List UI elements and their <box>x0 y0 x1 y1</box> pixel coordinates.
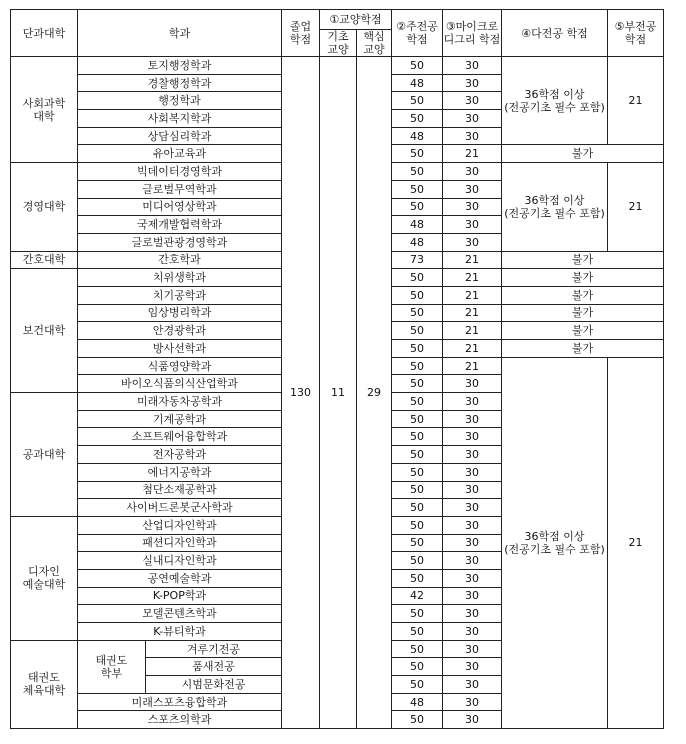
dept-cell: 바이오식품의식산업학과 <box>78 375 282 393</box>
dept-cell: 임상병리학과 <box>78 304 282 322</box>
micro-credit-cell: 30 <box>443 623 502 641</box>
dept-cell: 국제개발협력학과 <box>78 216 282 234</box>
dept-cell: 글로벌관광경영학과 <box>78 233 282 251</box>
major-credit-cell: 50 <box>392 481 443 499</box>
major-credit-cell: 50 <box>392 340 443 358</box>
micro-credit-cell: 30 <box>443 463 502 481</box>
major-credit-cell: 50 <box>392 711 443 729</box>
college-business: 경영대학 <box>11 163 78 251</box>
micro-credit-cell: 30 <box>443 127 502 145</box>
micro-credit-cell: 30 <box>443 640 502 658</box>
dept-cell: 치위생학과 <box>78 269 282 287</box>
not-allowed-cell: 불가 <box>502 145 664 163</box>
micro-credit-cell: 21 <box>443 304 502 322</box>
header-college: 단과대학 <box>11 10 78 57</box>
major-credit-cell: 48 <box>392 216 443 234</box>
major-credit-cell: 50 <box>392 516 443 534</box>
dept-cell: 미래스포츠융합학과 <box>78 693 282 711</box>
dept-cell: 식품영양학과 <box>78 357 282 375</box>
dept-cell: 글로벌무역학과 <box>78 180 282 198</box>
dept-cell: 치기공학과 <box>78 286 282 304</box>
micro-credit-cell: 21 <box>443 357 502 375</box>
micro-credit-cell: 30 <box>443 552 502 570</box>
not-allowed-cell: 불가 <box>502 322 664 340</box>
dept-cell: 사회복지학과 <box>78 110 282 128</box>
dept-cell: K-뷰티학과 <box>78 623 282 641</box>
micro-credit-cell: 30 <box>443 516 502 534</box>
micro-credit-cell: 21 <box>443 251 502 269</box>
not-allowed-cell: 불가 <box>502 304 664 322</box>
dept-cell: 소프트웨어융합학과 <box>78 428 282 446</box>
college-taekwondo-sports: 태권도 체육대학 <box>11 640 78 728</box>
major-credit-cell: 50 <box>392 180 443 198</box>
major-credit-cell: 50 <box>392 569 443 587</box>
major-credit-cell: 50 <box>392 357 443 375</box>
micro-credit-cell: 30 <box>443 711 502 729</box>
major-credit-cell: 50 <box>392 198 443 216</box>
micro-credit-cell: 30 <box>443 74 502 92</box>
major-credit-cell: 48 <box>392 693 443 711</box>
college-design-arts: 디자인 예술대학 <box>11 516 78 640</box>
micro-credit-cell: 30 <box>443 676 502 694</box>
major-credit-cell: 50 <box>392 269 443 287</box>
major-credit-cell: 50 <box>392 304 443 322</box>
minor-credit-cell: 21 <box>608 357 664 728</box>
major-credit-cell: 50 <box>392 658 443 676</box>
header-department: 학과 <box>78 10 282 57</box>
major-credit-cell: 73 <box>392 251 443 269</box>
micro-credit-cell: 21 <box>443 145 502 163</box>
minor-credit-cell: 21 <box>608 57 664 145</box>
college-health: 보건대학 <box>11 269 78 393</box>
micro-credit-cell: 30 <box>443 92 502 110</box>
micro-credit-cell: 30 <box>443 110 502 128</box>
not-allowed-cell: 불가 <box>502 340 664 358</box>
micro-credit-cell: 21 <box>443 322 502 340</box>
micro-credit-cell: 30 <box>443 393 502 411</box>
micro-credit-cell: 30 <box>443 375 502 393</box>
dept-cell: 에너지공학과 <box>78 463 282 481</box>
major-credit-cell: 42 <box>392 587 443 605</box>
header-liberal-basic: 기초 교양 <box>320 30 357 57</box>
micro-credit-cell: 30 <box>443 180 502 198</box>
micro-credit-cell: 30 <box>443 163 502 181</box>
major-credit-cell: 50 <box>392 640 443 658</box>
dept-cell: 토지행정학과 <box>78 57 282 75</box>
dept-cell: 첨단소재공학과 <box>78 481 282 499</box>
table-row <box>11 57 664 75</box>
major-credit-cell: 50 <box>392 605 443 623</box>
micro-credit-cell: 21 <box>443 286 502 304</box>
major-credit-cell: 50 <box>392 110 443 128</box>
double-major-rule: 36학점 이상 (전공기초 필수 포함) <box>502 57 608 145</box>
dept-cell: 행정학과 <box>78 92 282 110</box>
dept-cell: 미래자동차공학과 <box>78 393 282 411</box>
not-allowed-cell: 불가 <box>502 286 664 304</box>
double-major-rule: 36학점 이상 (전공기초 필수 포함) <box>502 163 608 251</box>
major-credit-cell: 48 <box>392 74 443 92</box>
header-liberal-core: 핵심 교양 <box>357 30 392 57</box>
table-body <box>11 57 664 729</box>
dept-cell: 전자공학과 <box>78 446 282 464</box>
dept-cell: 유아교육과 <box>78 145 282 163</box>
major-credit-cell: 50 <box>392 623 443 641</box>
major-credit-cell: 50 <box>392 286 443 304</box>
major-credit-cell: 50 <box>392 393 443 411</box>
dept-cell: 미디어영상학과 <box>78 198 282 216</box>
major-credit-cell: 50 <box>392 446 443 464</box>
micro-credit-cell: 30 <box>443 410 502 428</box>
not-allowed-cell: 불가 <box>502 251 664 269</box>
college-nursing: 간호대학 <box>11 251 78 269</box>
major-credit-cell: 50 <box>392 463 443 481</box>
micro-credit-cell: 30 <box>443 534 502 552</box>
grad-credits-value: 130 <box>282 57 320 729</box>
dept-cell: K-POP학과 <box>78 587 282 605</box>
dept-cell: 기계공학과 <box>78 410 282 428</box>
major-credit-cell: 50 <box>392 410 443 428</box>
header-minor-credits: ⑤부전공 학점 <box>608 10 664 57</box>
dept-cell: 간호학과 <box>78 251 282 269</box>
micro-credit-cell: 30 <box>443 693 502 711</box>
dept-cell: 패션디자인학과 <box>78 534 282 552</box>
major-credit-cell: 48 <box>392 127 443 145</box>
major-credit-cell: 50 <box>392 322 443 340</box>
dept-cell: 모델콘텐츠학과 <box>78 605 282 623</box>
micro-credit-cell: 30 <box>443 569 502 587</box>
major-credit-cell: 50 <box>392 499 443 517</box>
credit-requirements-table <box>10 9 664 729</box>
dept-cell: 상담심리학과 <box>78 127 282 145</box>
micro-credit-cell: 30 <box>443 481 502 499</box>
dept-cell: 스포츠의학과 <box>78 711 282 729</box>
minor-credit-cell: 21 <box>608 163 664 251</box>
major-credit-cell: 50 <box>392 145 443 163</box>
dept-cell: 공연예술학과 <box>78 569 282 587</box>
header-liberal-arts: ①교양학점 <box>320 10 392 30</box>
dept-cell: 방사선학과 <box>78 340 282 358</box>
college-social-science: 사회과학 대학 <box>11 57 78 163</box>
major-credit-cell: 50 <box>392 375 443 393</box>
taekwondo-division: 태권도 학부 <box>78 640 146 693</box>
micro-credit-cell: 30 <box>443 587 502 605</box>
college-engineering: 공과대학 <box>11 393 78 517</box>
major-credit-cell: 50 <box>392 163 443 181</box>
dept-cell: 빅데이터경영학과 <box>78 163 282 181</box>
micro-credit-cell: 30 <box>443 216 502 234</box>
major-credit-cell: 50 <box>392 57 443 75</box>
dept-cell: 겨루기전공 <box>146 640 282 658</box>
header-grad-credits: 졸업 학점 <box>282 10 320 57</box>
not-allowed-cell: 불가 <box>502 269 664 287</box>
dept-cell: 시범문화전공 <box>146 676 282 694</box>
dept-cell: 사이버드론봇군사학과 <box>78 499 282 517</box>
double-major-rule: 36학점 이상 (전공기초 필수 포함) <box>502 357 608 728</box>
dept-cell: 안경광학과 <box>78 322 282 340</box>
header-microdegree-credits: ③마이크로 디그리 학점 <box>443 10 502 57</box>
liberal-basic-value: 11 <box>320 57 357 729</box>
liberal-core-value: 29 <box>357 57 392 729</box>
major-credit-cell: 50 <box>392 428 443 446</box>
micro-credit-cell: 21 <box>443 269 502 287</box>
major-credit-cell: 48 <box>392 233 443 251</box>
dept-cell: 품새전공 <box>146 658 282 676</box>
micro-credit-cell: 30 <box>443 428 502 446</box>
micro-credit-cell: 30 <box>443 233 502 251</box>
dept-cell: 경찰행정학과 <box>78 74 282 92</box>
header-double-major-credits: ④다전공 학점 <box>502 10 608 57</box>
major-credit-cell: 50 <box>392 552 443 570</box>
major-credit-cell: 50 <box>392 92 443 110</box>
micro-credit-cell: 30 <box>443 57 502 75</box>
dept-cell: 산업디자인학과 <box>78 516 282 534</box>
table-header <box>11 10 664 57</box>
major-credit-cell: 50 <box>392 534 443 552</box>
header-major-credits: ②주전공 학점 <box>392 10 443 57</box>
micro-credit-cell: 30 <box>443 658 502 676</box>
micro-credit-cell: 30 <box>443 499 502 517</box>
micro-credit-cell: 30 <box>443 198 502 216</box>
micro-credit-cell: 30 <box>443 446 502 464</box>
micro-credit-cell: 30 <box>443 605 502 623</box>
micro-credit-cell: 21 <box>443 340 502 358</box>
major-credit-cell: 50 <box>392 676 443 694</box>
dept-cell: 실내디자인학과 <box>78 552 282 570</box>
